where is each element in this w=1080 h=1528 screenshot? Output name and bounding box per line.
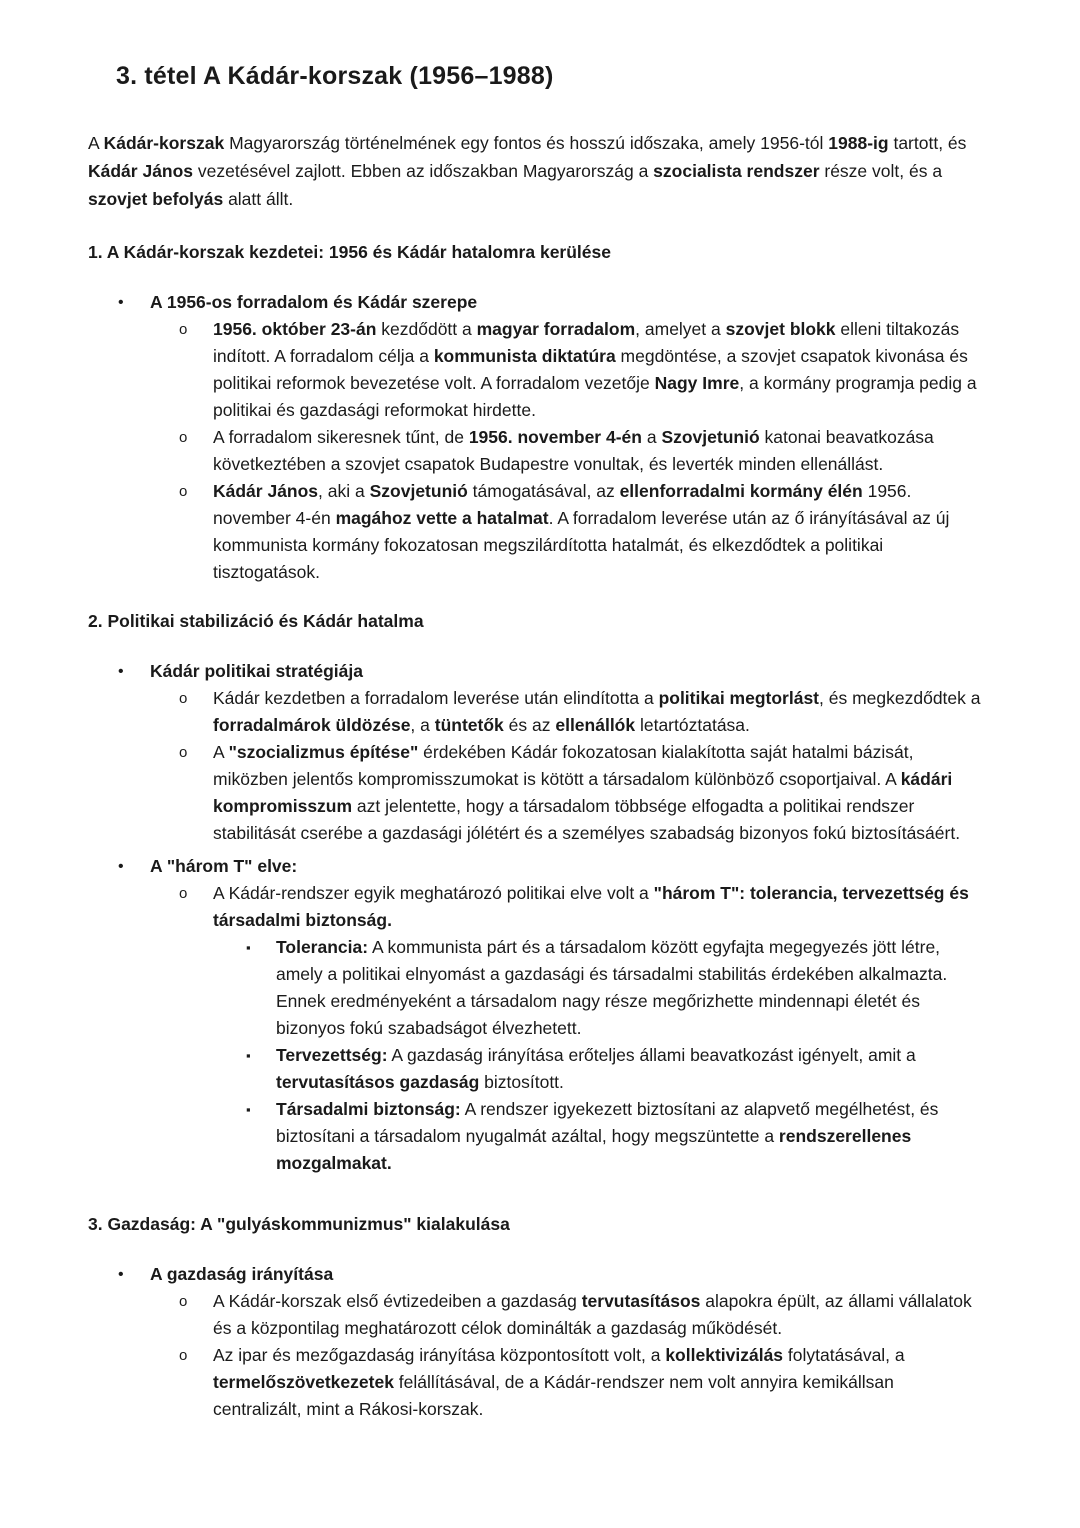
bold-text: politikai megtorlást: [658, 688, 820, 708]
bullet-label: A "három T" elve:: [150, 856, 298, 876]
list-item-text: [213, 427, 934, 474]
text-run: A Kádár-korszak első évtizedeiben a gazdaság: [213, 1291, 582, 1311]
text-run: 1956. november 4-én: [213, 481, 912, 528]
sections-container: [88, 239, 984, 1457]
bold-text: forradalmárok üldözése: [213, 715, 411, 735]
bullet-label: A gazdaság irányítása: [150, 1264, 334, 1284]
bold-text: kollektivizálás: [665, 1345, 784, 1365]
text-run: A forradalom sikeresnek tűnt, de: [213, 427, 469, 447]
circle-bullet-icon: o: [179, 1347, 188, 1364]
spacer: [88, 1177, 984, 1211]
list-item-text: [213, 481, 949, 582]
text-run: érdekében Kádár fokozatosan kialakította saját hatalmi bázisát, miközben jelentős kompromisszumokat is kötött a társadalom különböző csoportjaival. A: [213, 742, 914, 789]
list-item-text: [276, 937, 947, 1038]
bold-text: rendszerellenes mozgalmakat.: [276, 1126, 912, 1173]
sub-list-item: [88, 1342, 984, 1423]
text-run: A Kádár-rendszer egyik meghatározó politikai elve volt a: [213, 883, 654, 903]
list-item-text: [276, 1099, 938, 1173]
bullet-item: [88, 289, 984, 316]
bold-text: Tervezettség:: [276, 1045, 388, 1065]
bold-text: Szovjetunió: [369, 481, 468, 501]
bullet-item: [88, 1261, 984, 1288]
text-run: , amelyet a: [635, 319, 726, 339]
bold-text: tervutasításos: [581, 1291, 701, 1311]
circle-bullet-icon: o: [179, 321, 188, 338]
text-run: tartott, és: [888, 133, 967, 153]
bold-text: Nagy Imre: [654, 373, 740, 393]
bold-text: magyar forradalom: [476, 319, 636, 339]
bold-text: Kádár János: [213, 481, 319, 501]
circle-bullet-icon: o: [179, 483, 188, 500]
sub-list-item: [88, 478, 984, 586]
bold-text: kommunista diktatúra: [433, 346, 616, 366]
sub-list-item: [88, 685, 984, 739]
bullet-item: [88, 853, 984, 880]
bold-text: magához vette a hatalmat: [335, 508, 549, 528]
bullet-icon: •: [118, 663, 124, 680]
text-run: a: [641, 427, 662, 447]
text-run: , a kormány programja pedig a politikai és gazdasági reformokat hirdette.: [213, 373, 977, 420]
text-run: letartóztatása.: [635, 715, 750, 735]
text-run: , aki a: [318, 481, 370, 501]
text-run: része volt, és a: [819, 161, 943, 181]
text-run: katonai beavatkozása következtében a szovjet csapatok Budapestre vonultak, és leverték minden ellenállást.: [213, 427, 934, 474]
bold-text: Társadalmi biztonság:: [276, 1099, 461, 1119]
bullet-icon: •: [118, 1266, 124, 1283]
text-run: Magyarország történelmének egy fontos és hosszú időszaka, amely 1956-tól: [224, 133, 829, 153]
circle-bullet-icon: o: [179, 1293, 188, 1310]
sub-list-item: [88, 424, 984, 478]
text-run: alapokra épült, az állami vállalatok és a központilag meghatározott célok dominálták a gazdaság működését.: [213, 1291, 972, 1338]
text-run: alatt állt.: [223, 189, 294, 209]
sub-list-item: [88, 316, 984, 424]
list-item-text: [213, 883, 969, 930]
text-run: , és megkezdődtek a: [819, 688, 981, 708]
bold-text: 1956. november 4-én: [468, 427, 642, 447]
square-bullet-icon: ▪: [246, 1102, 251, 1117]
bold-text: "szocializmus építése": [228, 742, 419, 762]
spacer: [88, 586, 984, 608]
sub-list-item: [88, 880, 984, 934]
bullet-item: [88, 658, 984, 685]
bold-text: szocialista rendszer: [653, 161, 820, 181]
section-heading: 2. Politikai stabilizáció és Kádár hatalma: [88, 611, 424, 631]
text-run: A rendszer igyekezett biztosítani az alapvető megélhetést, és biztosítani a társadalom nyugalmát azáltal, hogy megszüntette a: [276, 1099, 939, 1146]
bold-text: 1988-ig: [828, 133, 889, 153]
text-run: Az ipar és mezőgazdaság irányítása központosított volt, a: [213, 1345, 666, 1365]
bold-text: ellenállók: [555, 715, 636, 735]
square-bullet-icon: ▪: [246, 1048, 251, 1063]
bold-text: Szovjetunió: [661, 427, 760, 447]
bold-text: Tolerancia:: [276, 937, 369, 957]
list-item-text: [276, 1045, 916, 1092]
bullet-icon: •: [118, 294, 124, 311]
text-run: A kommunista párt és a társadalom között egyfajta megegyezés jött létre, amely a politikai elnyomást a gazdasági és társadalmi stabilitás érdekében alkalmazta. Ennek eredményeként a társadalom nagy része megőrizhette mindennapi életét és bizonyos fokú szabadságot élvezhetett.: [276, 937, 948, 1038]
text-run: . A forradalom leverése után az ő irányításával az új kommunista kormány fokozatosan megszilárdította hatalmát, és elkezdődtek a politikai tisztogatások.: [213, 508, 950, 582]
list-item-text: [213, 319, 977, 420]
sub-sub-list-item: [88, 1042, 984, 1096]
bold-text: ellenforradalmi kormány élén: [619, 481, 863, 501]
text-run: A: [88, 133, 104, 153]
list-item-text: [213, 742, 960, 843]
bullet-label: A 1956-os forradalom és Kádár szerepe: [150, 292, 478, 312]
text-run: A: [213, 742, 229, 762]
text-run: biztosított.: [479, 1072, 564, 1092]
bold-text: kádári kompromisszum: [213, 769, 953, 816]
bold-text: tervutasításos gazdaság: [276, 1072, 480, 1092]
list-item-text: [213, 1345, 905, 1419]
section-heading: 3. Gazdaság: A "gulyáskommunizmus" kialakulása: [88, 1214, 510, 1234]
circle-bullet-icon: o: [179, 429, 188, 446]
text-run: vezetésével zajlott. Ebben az időszakban Magyarország a: [193, 161, 654, 181]
text-run: A gazdaság irányítása erőteljes állami beavatkozást igényelt, amit a: [387, 1045, 916, 1065]
text-run: Kádár kezdetben a forradalom leverése után elindította a: [213, 688, 659, 708]
circle-bullet-icon: o: [179, 744, 188, 761]
bold-text: termelőszövetkezetek: [213, 1372, 394, 1392]
text-run: és az: [503, 715, 556, 735]
sub-sub-list-item: [88, 934, 984, 1042]
list-item-text: [213, 1291, 972, 1338]
sub-list-item: [88, 739, 984, 847]
text-run: felállításával, de a Kádár-rendszer nem volt annyira kemikállsan centralizált, mint a Rákosi-korszak.: [213, 1372, 894, 1419]
circle-bullet-icon: o: [179, 885, 188, 902]
text-run: megdöntése, a szovjet csapatok kivonása és politikai reformok bevezetése volt. A forradalom vezetője: [213, 346, 968, 393]
bullet-label: Kádár politikai stratégiája: [150, 661, 363, 681]
sub-list-item: [88, 1288, 984, 1342]
list-item-text: [213, 688, 981, 735]
bold-text: 1956. október 23-án: [213, 319, 377, 339]
bold-text: "három T": tolerancia, tervezettség és társadalmi biztonság.: [213, 883, 969, 930]
sub-sub-list-item: [88, 1096, 984, 1177]
document-title: 3. tétel A Kádár-korszak (1956–1988): [116, 62, 554, 90]
bold-text: szovjet blokk: [725, 319, 836, 339]
bullet-icon: •: [118, 858, 124, 875]
text-run: elleni tiltakozás indított. A forradalom célja a: [213, 319, 960, 366]
text-run: kezdődött a: [376, 319, 477, 339]
text-run: , a: [410, 715, 435, 735]
section-heading: 1. A Kádár-korszak kezdetei: 1956 és Kádár hatalomra kerülése: [88, 242, 611, 262]
text-run: folytatásával, a: [783, 1345, 905, 1365]
text-run: támogatásával, az: [467, 481, 620, 501]
bold-text: tüntetők: [434, 715, 504, 735]
intro-paragraph: [88, 129, 984, 213]
square-bullet-icon: ▪: [246, 940, 251, 955]
circle-bullet-icon: o: [179, 690, 188, 707]
bold-text: Kádár-korszak: [103, 133, 225, 153]
spacer: [88, 1423, 984, 1457]
bold-text: Kádár János: [88, 161, 194, 181]
bold-text: szovjet befolyás: [88, 189, 224, 209]
text-run: azt jelentette, hogy a társadalom többsége elfogadta a politikai rendszer stabilitását cserébe a gazdasági jólétért és a személyes szabadság bizonyos fokú biztosításáért.: [213, 796, 961, 843]
